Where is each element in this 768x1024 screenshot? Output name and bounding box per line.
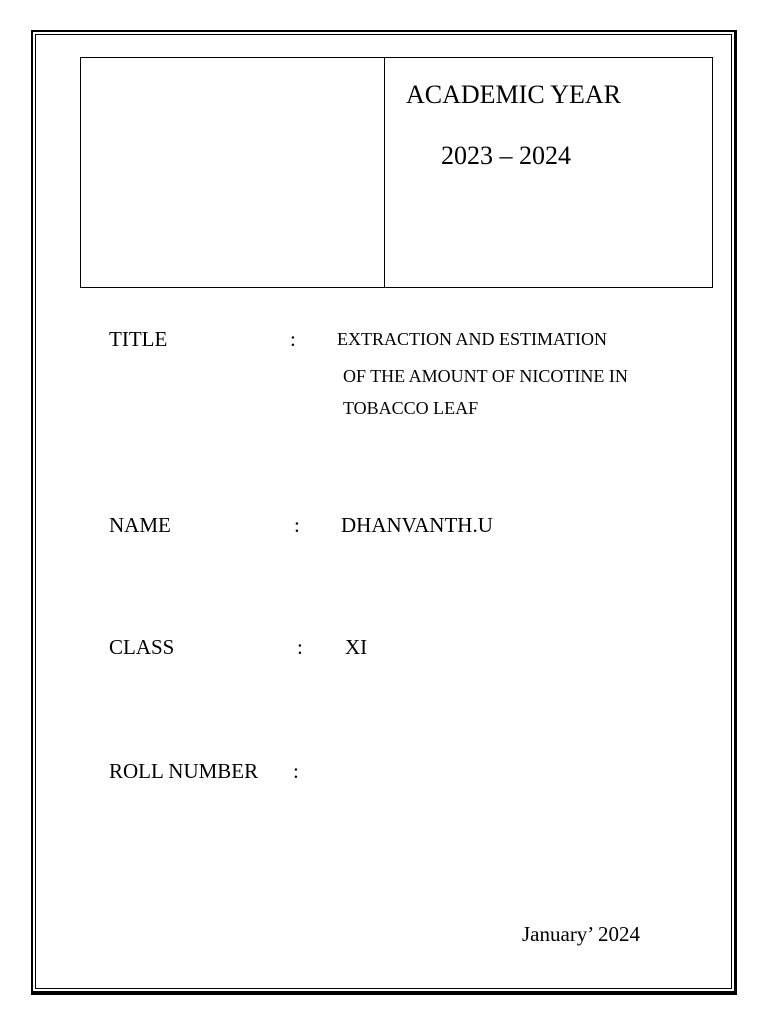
roll-number-label: ROLL NUMBER xyxy=(109,759,259,783)
footer-date: January’ 2024 xyxy=(522,922,640,946)
academic-year-value: 2023 – 2024 xyxy=(441,141,571,170)
class-label: CLASS xyxy=(109,635,175,659)
name-value: DHANVANTH.U xyxy=(341,513,493,537)
roll-number-colon: : xyxy=(293,759,299,783)
title-colon: : xyxy=(290,327,296,351)
class-colon: : xyxy=(297,635,303,659)
class-value: XI xyxy=(345,635,368,659)
name-colon: : xyxy=(294,513,300,537)
header-box xyxy=(80,57,713,288)
academic-year-label: ACADEMIC YEAR xyxy=(406,80,621,109)
title-line-3: TOBACCO LEAF xyxy=(343,398,479,418)
name-label: NAME xyxy=(109,513,171,537)
title-line-1: EXTRACTION AND ESTIMATION xyxy=(337,329,607,349)
title-label: TITLE xyxy=(109,327,168,351)
title-line-2: OF THE AMOUNT OF NICOTINE IN xyxy=(343,366,628,386)
header-divider xyxy=(384,58,385,287)
